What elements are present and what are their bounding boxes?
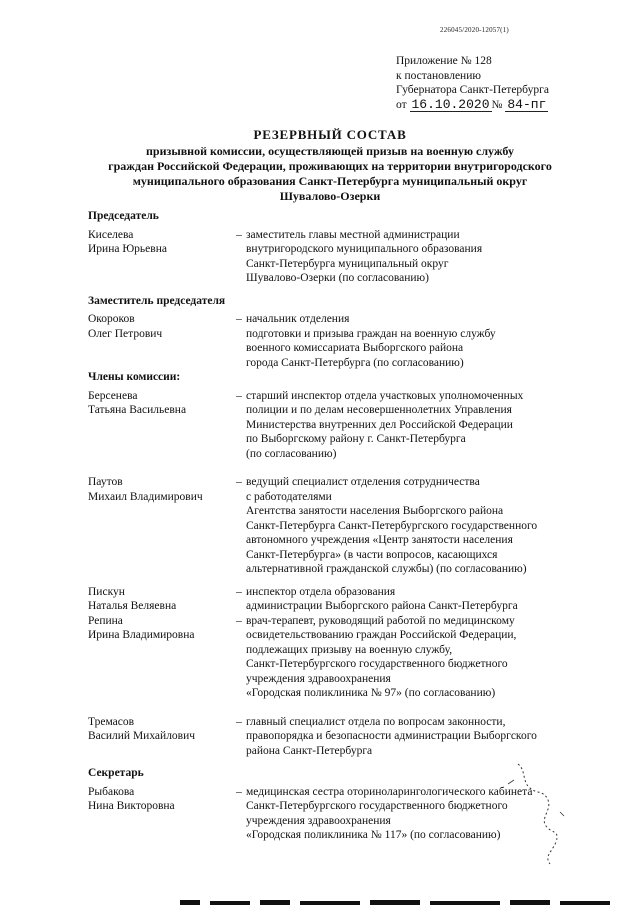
position-description [246,228,586,286]
members-heading: Члены комиссии: [88,371,181,383]
scan-edge-artifact [180,896,620,905]
given-names: Ирина Юрьевна [88,243,167,255]
description-line: района Санкт-Петербурга [246,744,373,757]
member-row [88,614,598,701]
description-line: ведущий специалист отделения сотрудничества [246,476,480,488]
person-name [88,475,232,577]
description-line: Санкт-Петербурга» (в части вопросов, касающихся [246,548,498,561]
position-description [246,614,586,701]
surname: Тремасов [88,715,135,728]
surname: Киселева [88,228,134,241]
description-line: инспектор отдела образования [246,585,396,598]
description-line: альтернативной гражданской службы) (по согласованию) [246,563,527,575]
description-line: Санкт-Петербурга муниципальный округ [246,257,449,270]
subtitle-line-4: Шувалово-Озерки [279,189,381,203]
description-line: «Городская поликлиника № 97» (по согласованию) [246,687,496,699]
description-line: начальник отделения [246,313,350,325]
person-name [88,614,232,701]
description-line: учреждения здравоохранения [246,672,391,685]
description-line: полиции и по делам несовершеннолетних Управления [246,404,512,416]
deputy-heading: Заместитель председателя [88,294,226,307]
description-line: внутригородского муниципального образования [246,243,483,255]
given-names: Михаил Владимирович [88,490,203,503]
position-description [246,715,586,759]
dash-separator: – [236,614,242,627]
member-row [88,475,598,577]
title-block [60,127,600,204]
surname: Рыбакова [88,785,135,798]
dash-separator: – [236,585,242,598]
dash-separator: – [236,389,242,402]
handwritten-date: 16.10.2020 [411,96,490,112]
surname: Пискун [88,585,125,598]
chair-row [88,228,598,286]
person-name [88,785,232,843]
doc-registration-number: 226045/2020-12057(1) [440,26,509,34]
chair-heading: Председатель [88,210,159,222]
dash-separator: – [236,715,242,728]
commission-list [88,209,598,843]
appendix-line-2: к постановлению [396,69,481,82]
description-line: главный специалист отдела по вопросам законности, [246,715,506,728]
given-names: Татьяна Васильевна [88,404,187,416]
description-line: старший инспектор отдела участковых уполномоченных [246,389,524,402]
position-description [246,475,586,577]
person-name [88,715,232,759]
description-line: Шувалово-Озерки (по согласованию) [246,272,429,284]
description-line: военного комиссариата Выборгского района [246,342,464,354]
description-line: Министерства внутренних дел Российской Федерации [246,418,513,431]
member-row [88,585,598,614]
person-name [88,585,232,614]
position-description [246,585,586,614]
description-line: с работодателями [246,490,332,503]
description-line: подготовки и призыва граждан на военную службу [246,327,496,340]
position-description [246,312,586,370]
description-line: учреждения здравоохранения [246,814,391,827]
description-line: Санкт-Петербурга Санкт-Петербургского государственного [246,519,538,532]
position-description [246,389,586,462]
surname: Паутов [88,476,123,488]
appendix-line-1: Приложение № 128 [396,55,492,67]
person-name [88,389,232,462]
description-line: медицинская сестра оториноларингологического кабинета [246,785,533,798]
description-line: Агентства занятости населения Выборгского района [246,505,504,517]
surname: Берсенева [88,389,138,402]
surname: Репина [88,614,123,627]
description-line: администрации Выборгского района Санкт-Петербурга [246,600,518,612]
description-line: заместитель главы местной администрации [246,228,460,241]
document-title: РЕЗЕРВНЫЙ СОСТАВ [253,127,407,142]
number-prefix: № [491,98,503,111]
secretary-heading: Секретарь [88,767,144,779]
appendix-block [396,54,606,112]
date-prefix: от [396,98,407,111]
description-line: (по согласованию) [246,447,337,460]
given-names: Наталья Веляевна [88,600,177,612]
description-line: автономного учреждения «Центр занятости населения [246,534,513,546]
member-row [88,389,598,462]
dash-separator: – [236,785,242,798]
description-line: Санкт-Петербургского государственного бюджетного [246,800,508,812]
given-names: Ирина Владимировна [88,629,195,641]
dash-separator: – [236,476,242,488]
description-line: правопорядка и безопасности администрации Выборгского [246,730,537,742]
description-line: Санкт-Петербургского государственного бюджетного [246,658,508,670]
subtitle-line-3: муниципального образования Санкт-Петербурга муниципальный округ [132,174,528,188]
dash-separator: – [236,313,242,325]
person-name [88,312,232,370]
description-line: «Городская поликлиника № 117» (по согласованию) [246,829,501,841]
appendix-line-3: Губернатора Санкт-Петербурга [396,84,549,96]
handwritten-signature [500,760,570,870]
description-line: подлежащих призыву на военную службу, [246,643,453,656]
subtitle-line-1: призывной комиссии, осуществляющей призыв на военную службу [146,144,514,158]
appendix-date-line [396,98,606,113]
person-name [88,228,232,286]
given-names: Олег Петрович [88,327,163,340]
description-line: врач-терапевт, руководящий работой по медицинскому [246,614,515,627]
description-line: освидетельствованию граждан Российской Федерации, [246,629,517,641]
deputy-row [88,312,598,370]
description-line: города Санкт-Петербурга (по согласованию) [246,356,464,369]
member-row [88,715,598,759]
given-names: Нина Викторовна [88,800,175,812]
handwritten-number: 84-пг [507,96,547,112]
subtitle-line-2: граждан Российской Федерации, проживающих на территории внутригородского [108,159,552,173]
description-line: по Выборгскому району г. Санкт-Петербурга [246,433,466,445]
dash-separator: – [236,228,242,241]
given-names: Василий Михайлович [88,730,196,742]
surname: Окороков [88,313,135,325]
